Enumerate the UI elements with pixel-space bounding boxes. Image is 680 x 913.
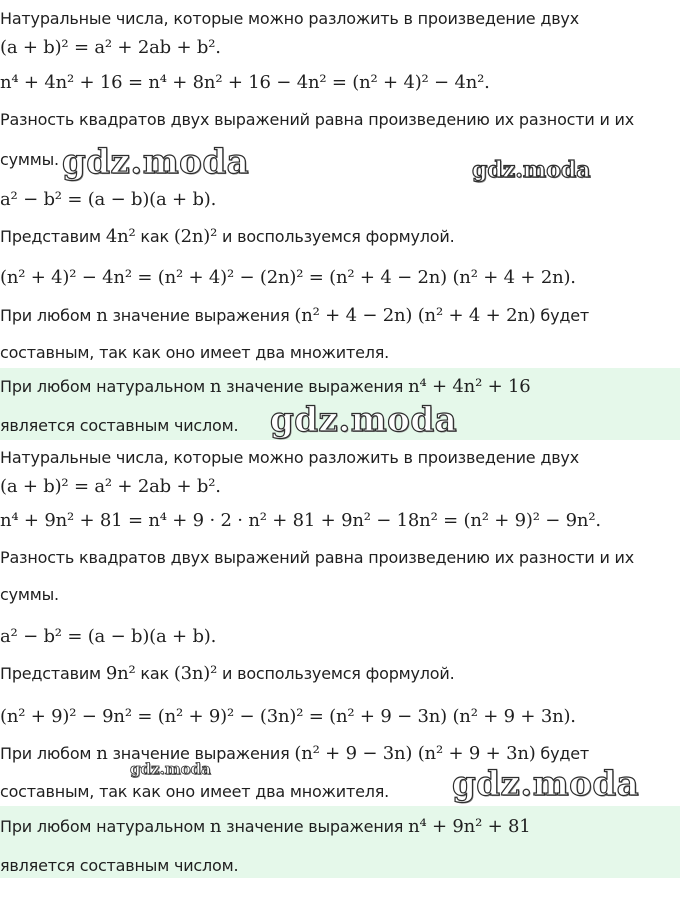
represent-word: Представим: [0, 664, 101, 683]
variable-n: n: [96, 743, 108, 764]
variable-n: n: [96, 305, 108, 326]
conclusion-prefix: При любом натуральном: [0, 377, 205, 396]
represent-square: (3n)²: [173, 663, 218, 684]
factored-expression: (n² + 4 − 2n) (n² + 4 + 2n): [294, 305, 536, 326]
variable-n: n: [209, 816, 222, 837]
use-formula-text: и воспользуемся формулой.: [222, 227, 455, 246]
factorization-equation-2: (n² + 9)² − 9n² = (n² + 9)² − (3n)² = (n² + 9 − 3n) (n² + 9 + 3n).: [0, 706, 576, 727]
conclusion-prefix: При любом натуральном: [0, 817, 205, 836]
will-be-text: будет: [540, 744, 589, 763]
watermark-logo: gdz.moda: [472, 157, 591, 183]
any-n-prefix: При любом: [0, 744, 92, 763]
as-word: как: [140, 227, 169, 246]
represent-word: Представим: [0, 227, 101, 246]
represent-line-1: [0, 227, 455, 247]
expression-value-text: значение выражения: [226, 377, 404, 396]
factorization-equation-1: (n² + 4)² − 4n² = (n² + 4)² − (2n)² = (n² + 4 − 2n) (n² + 4 + 2n).: [0, 267, 576, 288]
original-expression: n⁴ + 4n² + 16: [408, 376, 531, 397]
will-be-text: будет: [540, 306, 589, 325]
conclusion-line-2: [0, 817, 531, 837]
watermark-logo: gdz.moda: [270, 400, 458, 440]
difference-rule-text-1-cont: суммы.: [0, 150, 59, 169]
conclusion-line-1: [0, 377, 531, 397]
any-n-prefix: При любом: [0, 306, 92, 325]
square-of-sum-formula-1: (a + b)² = a² + 2ab + b².: [0, 37, 221, 58]
difference-rule-text-1: Разность квадратов двух выражений равна произведению их разности и их: [0, 110, 635, 129]
any-n-line-2: [0, 744, 589, 764]
factored-expression: (n² + 9 − 3n) (n² + 9 + 3n): [294, 743, 536, 764]
conclusion-line-2-cont: является составным числом.: [0, 856, 239, 875]
watermark-logo: gdz.moda: [130, 760, 211, 778]
intro-text-1: Натуральные числа, которые можно разложить в произведение двух: [0, 9, 579, 28]
as-word: как: [140, 664, 169, 683]
conclusion-line-1-cont: является составным числом.: [0, 416, 239, 435]
intro-text-2: Натуральные числа, которые можно разложить в произведение двух: [0, 448, 579, 467]
represent-term: 9n²: [105, 663, 136, 684]
expression-value-text: значение выражения: [226, 817, 404, 836]
variable-n: n: [209, 376, 222, 397]
difference-of-squares-formula-2: a² − b² = (a − b)(a + b).: [0, 626, 217, 647]
watermark-logo: gdz.moda: [62, 142, 250, 182]
difference-rule-text-2: Разность квадратов двух выражений равна произведению их разности и их: [0, 548, 635, 567]
expansion-equation-1: n⁴ + 4n² + 16 = n⁴ + 8n² + 16 − 4n² = (n² + 4)² − 4n².: [0, 72, 490, 93]
expression-value-text: значение выражения: [112, 306, 290, 325]
composite-reason-1: составным, так как оно имеет два множителя.: [0, 343, 390, 362]
difference-rule-text-2-cont: суммы.: [0, 585, 59, 604]
represent-square: (2n)²: [173, 226, 218, 247]
square-of-sum-formula-2: (a + b)² = a² + 2ab + b².: [0, 476, 221, 497]
represent-term: 4n²: [105, 226, 136, 247]
composite-reason-2: составным, так как оно имеет два множителя.: [0, 782, 390, 801]
original-expression: n⁴ + 9n² + 81: [408, 816, 531, 837]
expansion-equation-2: n⁴ + 9n² + 81 = n⁴ + 9 · 2 · n² + 81 + 9n² − 18n² = (n² + 9)² − 9n².: [0, 510, 601, 531]
any-n-line-1: [0, 306, 589, 326]
use-formula-text: и воспользуемся формулой.: [222, 664, 455, 683]
represent-line-2: [0, 664, 455, 684]
expression-value-text: значение выражения: [112, 744, 290, 763]
watermark-logo: gdz.moda: [452, 764, 640, 804]
difference-of-squares-formula-1: a² − b² = (a − b)(a + b).: [0, 189, 217, 210]
